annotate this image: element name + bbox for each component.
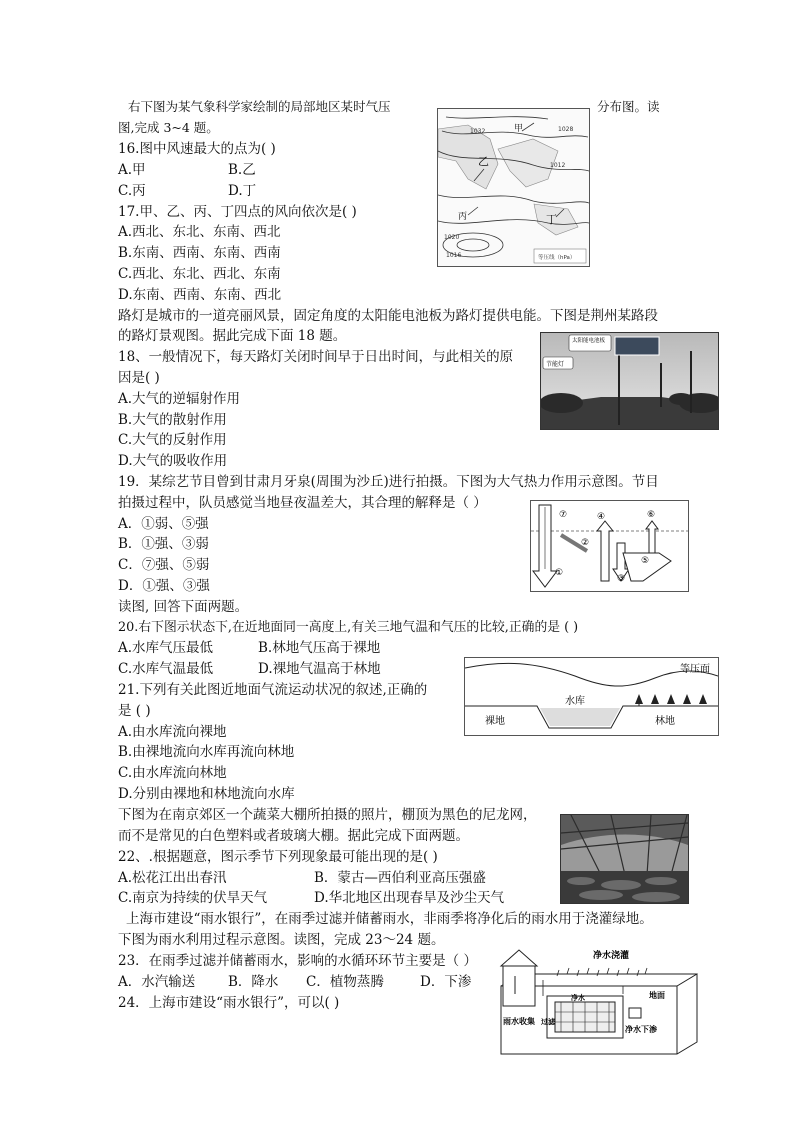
read-prompt: 读图, 回答下面两题。 xyxy=(118,599,249,615)
label-circle-2: ② xyxy=(581,538,590,548)
q17-option-d: D.东南、西南、东南、西北 xyxy=(118,287,282,303)
heat-effect-diagram xyxy=(530,500,689,592)
bare-land-label: 裸地 xyxy=(485,716,505,727)
intro-18-line1: 路灯是城市的一道亮丽风景，固定角度的太阳能电池板为路灯提供电能。下图是荆州某路段 xyxy=(118,308,658,324)
q18-option-d: D.大气的吸收作用 xyxy=(118,453,228,469)
greenhouse-photo xyxy=(560,814,689,904)
point-jia: 甲 xyxy=(514,124,524,134)
filter-label: 过滤 xyxy=(541,1018,555,1026)
intro-23-line2: 下图为雨水利用过程示意图。读图，完成 23～24 题。 xyxy=(118,932,445,948)
label-circle-4: ④ xyxy=(597,512,606,522)
q19-option-c: C．⑦强、⑤弱 xyxy=(118,557,210,573)
isobar-label-1028: 1028 xyxy=(558,126,574,133)
q16-option-a: A.甲 xyxy=(118,162,146,178)
label-circle-3: ③ xyxy=(617,574,626,584)
reservoir-label: 水库 xyxy=(565,696,585,707)
intro-22-line2: 而不是常见的白色塑料或者玻璃大棚。据此完成下面两题。 xyxy=(118,828,469,844)
q22-option-d: D.华北地区出现春旱及沙尘天气 xyxy=(314,890,505,906)
q21-stem-line2: 是 ( ) xyxy=(118,703,151,719)
q21-option-b: B.由裸地流向水库再流向林地 xyxy=(118,744,295,760)
isobar-label-1016: 1016 xyxy=(446,252,462,259)
point-ding: 丁 xyxy=(546,213,557,226)
q20-option-a: A.水库气压最低 xyxy=(118,640,214,656)
intro-3-4-line2: 图,完成 3~4 题。 xyxy=(118,120,219,135)
ground-label: 地面 xyxy=(649,991,665,1000)
q23-stem: 23．在雨季过滤并储蓄雨水，影响的水循环环节主要是（ ） xyxy=(118,953,477,969)
intro-3-4-line1: 右下图为某气象科学家绘制的局部地区某时气压 xyxy=(128,99,391,114)
point-yi: 乙 xyxy=(478,155,489,168)
isobar-surface-label: 等压面 xyxy=(680,664,710,675)
q19-option-a: A．①弱、⑤强 xyxy=(118,516,209,532)
q17-stem: 17.甲、乙、丙、丁四点的风向依次是( ) xyxy=(118,204,357,220)
q23-option-a: A．水汽输送 xyxy=(118,974,196,990)
q22-option-c: C.南京为持续的伏旱天气 xyxy=(118,890,268,906)
q23-option-d: D．下渗 xyxy=(420,974,472,990)
q18-stem-line2: 因是( ) xyxy=(118,370,160,386)
isobar-label-1032: 1032 xyxy=(470,128,486,135)
q16-option-d: D.丁 xyxy=(228,183,257,199)
rainwater-diagram xyxy=(497,946,702,1056)
q18-option-b: B.大气的散射作用 xyxy=(118,412,227,428)
label-circle-1: ① xyxy=(555,568,564,578)
q16-stem: 16.图中风速最大的点为( ) xyxy=(118,141,276,157)
rain-collect-label: 雨水收集 xyxy=(503,1017,535,1026)
q19-stem-line2: 拍摄过程中，队员感觉当地昼夜温差大，其合理的解释是（ ） xyxy=(118,495,487,511)
q23-option-b: B．降水 xyxy=(228,974,279,990)
label-circle-5: ⑤ xyxy=(641,556,650,566)
q21-stem-line1: 21.下列有关此图近地面气流运动状况的叙述,正确的 xyxy=(118,682,428,698)
q20-option-b: B.林地气压高于裸地 xyxy=(258,640,381,656)
q21-option-a: A.由水库流向裸地 xyxy=(118,724,227,740)
clean-water-label: 净水 xyxy=(571,994,585,1002)
q18-option-c: C.大气的反射作用 xyxy=(118,432,227,448)
q17-option-b: B.东南、西南、东南、西南 xyxy=(118,245,281,261)
isobar-label-1020: 1020 xyxy=(444,234,460,241)
q18-stem-line1: 18、一般情况下，每天路灯关闭时间早于日出时间，与此相关的原 xyxy=(118,349,514,365)
isobar-label-1012: 1012 xyxy=(550,162,566,169)
forest-label: 林地 xyxy=(655,716,675,727)
q22-stem: 22、.根据题意，图示季节下列现象最可能出现的是( ) xyxy=(118,849,438,865)
q16-option-b: B.乙 xyxy=(228,162,256,178)
q22-option-a: A.松花江出出春汛 xyxy=(118,870,227,886)
q21-option-d: D.分别由裸地和林地流向水库 xyxy=(118,786,295,802)
label-circle-7: ⑦ xyxy=(559,510,568,520)
reservoir-isobar-figure xyxy=(464,657,719,736)
q19-stem-line1: 19．某综艺节目曾到甘肃月牙泉(周围为沙丘)进行拍摄。下图为大气热力作用示意图。节目 xyxy=(118,474,659,490)
q17-option-a: A.西北、东北、东南、西北 xyxy=(118,224,281,240)
seep-label: 净水下渗 xyxy=(625,1025,657,1034)
street-lamp-photo xyxy=(540,332,719,430)
point-bing: 丙 xyxy=(458,212,468,222)
q23-option-c: C．植物蒸腾 xyxy=(306,974,384,990)
q16-option-c: C.丙 xyxy=(118,183,146,199)
pressure-map-figure xyxy=(437,108,590,267)
q24-stem: 24．上海市建设“雨水银行”，可以( ) xyxy=(118,995,340,1011)
irrigation-label: 净水浇灌 xyxy=(593,951,630,961)
q18-option-a: A.大气的逆辐射作用 xyxy=(118,391,241,407)
q19-option-d: D．①强、③强 xyxy=(118,578,210,594)
solar-panel-label: 太阳能电池板 xyxy=(572,338,606,344)
lamp-label: 节能灯 xyxy=(546,361,565,368)
q22-option-b: B．蒙古—西伯利亚高压强盛 xyxy=(314,870,486,886)
q21-option-c: C.由水库流向林地 xyxy=(118,765,227,781)
map-legend: 等压线（hPa） xyxy=(538,255,576,261)
q20-option-c: C.水库气温最低 xyxy=(118,661,214,677)
q20-option-d: D.裸地气温高于林地 xyxy=(258,661,381,677)
q19-option-b: B．①强、③弱 xyxy=(118,536,209,552)
intro-18-line2: 的路灯景观图。据此完成下面 18 题。 xyxy=(118,328,347,344)
intro-3-4-line1-tail: 分布图。读 xyxy=(597,99,660,114)
q17-option-c: C.西北、东北、西北、东南 xyxy=(118,266,281,282)
intro-23-line1: 上海市建设“雨水银行”，在雨季过滤并储蓄雨水，非雨季将净化后的雨水用于浇灌绿地。 xyxy=(126,911,653,927)
intro-22-line1: 下图为在南京郊区一个蔬菜大棚所拍摄的照片，棚顶为黑色的尼龙网， xyxy=(118,807,537,823)
label-circle-6: ⑥ xyxy=(647,510,656,520)
q20-stem: 20.右下图示状态下,在近地面同一高度上,有关三地气温和气压的比较,正确的是 ( ) xyxy=(118,620,579,635)
